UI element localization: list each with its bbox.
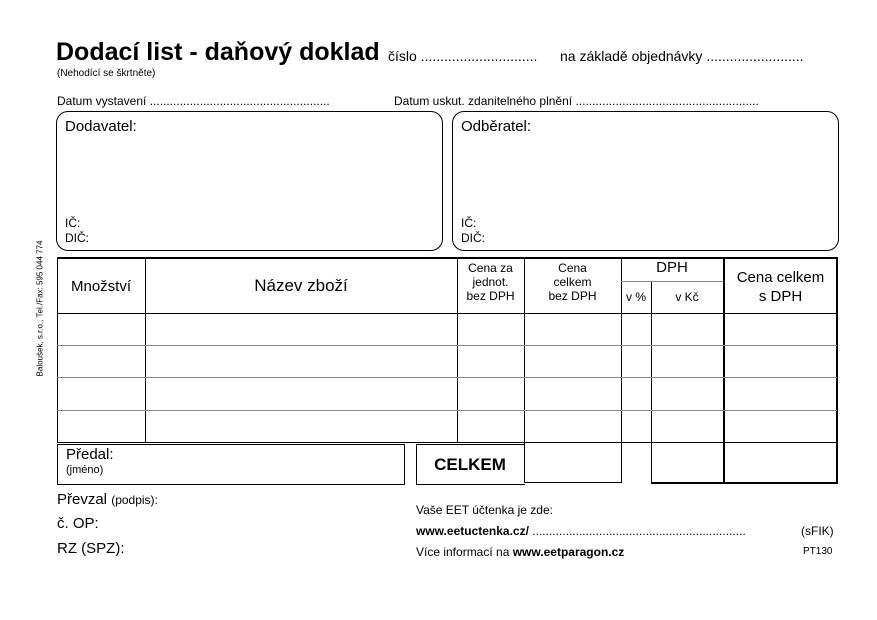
issue-date-field[interactable]: Datum vystavení ...................................................... bbox=[57, 94, 330, 108]
form-code: PT130 bbox=[803, 546, 833, 557]
page-title: Dodací list - daňový doklad bbox=[56, 38, 380, 66]
supplier-dic: DIČ: bbox=[65, 231, 89, 245]
document-number-field[interactable]: číslo .............................. bbox=[388, 48, 538, 64]
col-vat-czk: v Kč bbox=[675, 290, 699, 304]
taxable-date-field[interactable]: Datum uskut. zdanitelného plnění ....................................................... bbox=[394, 94, 759, 108]
eetparagon-link[interactable]: www.eetparagon.cz bbox=[512, 545, 625, 559]
id-card-label: č. OP: bbox=[57, 515, 99, 532]
total-label: CELKEM bbox=[434, 455, 506, 474]
license-plate-label: RZ (SPZ): bbox=[57, 540, 125, 557]
col-vat-percent: v % bbox=[625, 290, 646, 304]
col-product-name: Název zboží bbox=[254, 276, 348, 295]
supplier-ic: IČ: bbox=[65, 216, 81, 230]
eet-url-link[interactable]: www.eetuctenka.cz/ bbox=[416, 524, 529, 538]
info-line: Více informací na www.eetparagon.cz bbox=[416, 545, 625, 559]
col-total-no-vat: Cena celkem bez DPH bbox=[548, 261, 597, 303]
handover-label: Předal: bbox=[66, 446, 114, 463]
eet-intro: Vaše EET účtenka je zde: bbox=[416, 503, 553, 517]
order-reference-field[interactable]: na základě objednávky ......................... bbox=[560, 48, 804, 64]
received-label: Převzal (podpis): bbox=[57, 491, 158, 508]
col-vat: DPH bbox=[656, 259, 688, 276]
customer-ic: IČ: bbox=[461, 216, 477, 230]
strike-note: (Nehodící se škrtněte) bbox=[57, 68, 156, 79]
supplier-label: Dodavatel: bbox=[65, 118, 137, 135]
col-unit-price: Cena za jednot. bez DPH bbox=[466, 261, 515, 303]
customer-label: Odběratel: bbox=[461, 118, 532, 135]
eet-url-line: www.eetuctenka.cz/ ................................................................ bbox=[416, 524, 746, 538]
printer-info: Baloušek, s.r.o., Tel./Fax: 595 044 774 bbox=[35, 240, 45, 377]
col-quantity: Množství bbox=[70, 278, 131, 295]
handover-sub: (jméno) bbox=[66, 464, 104, 476]
sfik-label: (sFIK) bbox=[801, 524, 834, 538]
customer-dic: DIČ: bbox=[461, 231, 485, 245]
col-total-with-vat: Cena celkem s DPH bbox=[736, 269, 825, 305]
